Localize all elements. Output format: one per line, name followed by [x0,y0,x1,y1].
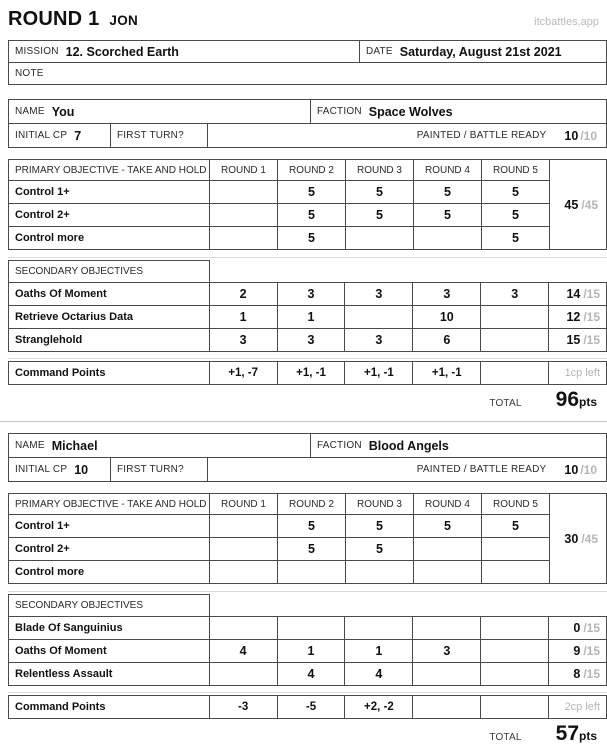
score-cell [277,616,346,640]
brand-link[interactable]: itcbattles.app [534,16,599,28]
score-cell: 5 [481,180,550,204]
score-cell: 5 [413,514,482,538]
primary-total-value: 45 [564,197,579,212]
total-label: TOTAL [489,732,522,743]
secondary-total-max: /15 [583,310,601,324]
command-points-row [8,695,607,719]
total-label: TOTAL [489,398,522,409]
table-row [8,560,550,584]
score-cell: 5 [481,226,550,250]
cp-cell: -5 [277,695,346,719]
primary-objective-table [8,159,607,250]
score-cell: 3 [412,639,481,663]
table-row [8,537,550,561]
score-cell [480,328,549,352]
score-cell: 3 [277,328,346,352]
round-header: ROUND 5 [481,493,550,515]
first-turn-field [110,123,208,148]
score-cell [345,560,414,584]
player-separator [0,421,607,422]
painted-field [207,457,607,482]
mission-field [8,40,360,63]
score-cell: 5 [481,203,550,227]
score-cell: 5 [277,514,346,538]
score-cell [480,662,549,686]
total-value: 57 [555,722,579,745]
secondary-total [548,662,607,686]
score-cell [209,203,278,227]
score-cell: 3 [344,328,413,352]
initial-cp-value: 10 [74,462,89,477]
page-header [8,8,607,36]
name-field [8,99,311,124]
faction-label: FACTION [317,106,362,117]
round-header: ROUND 3 [345,159,414,181]
score-cell [480,639,549,663]
player-name: Michael [51,438,98,453]
score-cell: 3 [412,282,481,306]
score-cell: 5 [481,514,550,538]
secondary-total [548,282,607,306]
secondary-objective-table [8,594,607,686]
score-cell: 5 [277,203,346,227]
painted-max: /10 [580,128,597,143]
objective-label: Oaths Of Moment [8,282,210,306]
table-row [8,616,607,640]
secondary-total [548,639,607,663]
total-unit: pts [579,729,597,743]
faction-value: Space Wolves [368,104,453,119]
round-header: ROUND 1 [209,493,278,515]
primary-total [549,493,607,584]
date-field [359,40,607,63]
total-unit: pts [579,395,597,409]
score-cell: 3 [344,282,413,306]
cp-cell [480,695,549,719]
cp-cell: -3 [209,695,278,719]
table-row [8,639,607,663]
score-cell [277,560,346,584]
primary-header: PRIMARY OBJECTIVE - TAKE AND HOLD [8,493,210,515]
secondary-total-value: 14 [566,287,581,301]
faction-field [310,433,607,458]
name-field [8,433,311,458]
score-cell [412,662,481,686]
score-cell [413,560,482,584]
section-divider [8,257,607,258]
mission-value: 12. Scorched Earth [65,44,179,59]
score-cell: 3 [277,282,346,306]
table-row [8,226,550,250]
score-cell [209,226,278,250]
secondary-total [548,328,607,352]
objective-label: Relentless Assault [8,662,210,686]
score-cell [209,180,278,204]
score-cell: 5 [277,226,346,250]
initial-cp-value: 7 [74,128,82,143]
secondary-total-value: 9 [573,644,581,658]
score-cell: 5 [345,514,414,538]
score-cell: 4 [209,639,278,663]
score-cell [344,616,413,640]
score-cell [413,537,482,561]
score-cell: 6 [412,328,481,352]
cp-left-cell: 1cp left [548,361,607,385]
score-cell: 1 [277,305,346,329]
table-row [8,662,607,686]
score-cell [209,537,278,561]
player-name: You [51,104,75,119]
score-cell: 5 [345,180,414,204]
round-header: ROUND 5 [481,159,550,181]
painted-label: PAINTED / BATTLE READY [416,130,547,141]
primary-total-max: /45 [581,531,598,546]
section-divider [8,591,607,592]
note-field [8,62,607,85]
secondary-total-max: /15 [583,644,601,658]
score-cell [481,537,550,561]
date-label: DATE [366,46,393,57]
secondary-total [548,305,607,329]
score-cell: 1 [344,639,413,663]
score-cell [209,662,278,686]
painted-label: PAINTED / BATTLE READY [416,464,547,475]
cp-cell [480,361,549,385]
objective-label: Control more [8,226,210,250]
objective-label: Control 2+ [8,537,210,561]
primary-objective-table [8,493,607,584]
objective-label: Control more [8,560,210,584]
score-cell: 5 [413,203,482,227]
score-cell: 10 [412,305,481,329]
score-cell [345,226,414,250]
round-header: ROUND 3 [345,493,414,515]
secondary-total-max: /15 [583,667,601,681]
cp-cell: +1, -7 [209,361,278,385]
initial-cp-field [8,123,111,148]
score-cell [481,560,550,584]
initial-cp-label: INITIAL CP [15,464,68,475]
initial-cp-label: INITIAL CP [15,130,68,141]
cp-cell: +1, -1 [344,361,413,385]
objective-label: Oaths Of Moment [8,639,210,663]
command-points-label: Command Points [8,361,210,385]
table-row [8,305,607,329]
score-cell [413,226,482,250]
initial-cp-field [8,457,111,482]
primary-total [549,159,607,250]
score-cell: 5 [345,203,414,227]
score-cell: 5 [345,537,414,561]
score-cell: 4 [277,662,346,686]
painted-value: 10 [564,128,579,143]
painted-max: /10 [580,462,597,477]
secondary-total-max: /15 [583,621,601,635]
score-cell: 4 [344,662,413,686]
secondary-objective-table [8,260,607,352]
round-header: ROUND 4 [413,493,482,515]
objective-label: Control 2+ [8,203,210,227]
score-cell: 1 [209,305,278,329]
score-cell: 5 [413,180,482,204]
command-points-label: Command Points [8,695,210,719]
painted-value: 10 [564,462,579,477]
score-cell: 5 [277,180,346,204]
round-header: ROUND 2 [277,493,346,515]
round-header: ROUND 4 [413,159,482,181]
secondary-total-value: 8 [573,667,581,681]
round-header: ROUND 2 [277,159,346,181]
mission-label: MISSION [15,46,59,57]
score-cell: 5 [277,537,346,561]
score-cell [480,616,549,640]
date-value: Saturday, August 21st 2021 [399,44,562,59]
primary-total-max: /45 [581,197,598,212]
faction-value: Blood Angels [368,438,449,453]
score-cell [209,616,278,640]
player-total [8,722,607,750]
name-label: NAME [15,106,45,117]
table-row [8,514,550,538]
opponent-name: JON [109,13,139,28]
table-row [8,328,607,352]
player-section-you [8,99,607,418]
total-points [556,388,597,412]
section-divider [8,358,607,359]
score-cell [480,305,549,329]
secondary-total [548,616,607,640]
faction-field [310,99,607,124]
round-header: ROUND 1 [209,159,278,181]
score-cell: 3 [209,328,278,352]
objective-label: Blade Of Sanguinius [8,616,210,640]
table-row [8,180,550,204]
secondary-header: SECONDARY OBJECTIVES [8,260,210,283]
note-label: NOTE [15,68,44,79]
total-value: 96 [555,388,579,411]
score-cell [344,305,413,329]
score-cell: 2 [209,282,278,306]
secondary-header: SECONDARY OBJECTIVES [8,594,210,617]
cp-cell: +1, -1 [277,361,346,385]
objective-label: Control 1+ [8,180,210,204]
secondary-total-value: 0 [573,621,581,635]
painted-field [207,123,607,148]
faction-label: FACTION [317,440,362,451]
cp-left-cell: 2cp left [548,695,607,719]
secondary-total-value: 12 [566,310,581,324]
secondary-total-value: 15 [566,333,581,347]
score-cell: 3 [480,282,549,306]
primary-total-value: 30 [564,531,579,546]
name-label: NAME [15,440,45,451]
total-points [556,722,597,746]
secondary-total-max: /15 [583,333,601,347]
player-total [8,388,607,418]
round-title: ROUND 1 [8,8,100,30]
table-row [8,203,550,227]
first-turn-field [110,457,208,482]
objective-label: Retrieve Octarius Data [8,305,210,329]
meta-section [8,40,607,85]
score-cell [209,514,278,538]
cp-cell [412,695,481,719]
player-section-michael [8,433,607,750]
first-turn-label: FIRST TURN? [117,130,184,141]
command-points-row [8,361,607,385]
score-cell: 1 [277,639,346,663]
first-turn-label: FIRST TURN? [117,464,184,475]
primary-header: PRIMARY OBJECTIVE - TAKE AND HOLD [8,159,210,181]
objective-label: Stranglehold [8,328,210,352]
score-cell [412,616,481,640]
cp-cell: +1, -1 [412,361,481,385]
cp-cell: +2, -2 [344,695,413,719]
section-divider [8,692,607,693]
secondary-total-max: /15 [583,287,601,301]
table-row [8,282,607,306]
score-cell [209,560,278,584]
objective-label: Control 1+ [8,514,210,538]
